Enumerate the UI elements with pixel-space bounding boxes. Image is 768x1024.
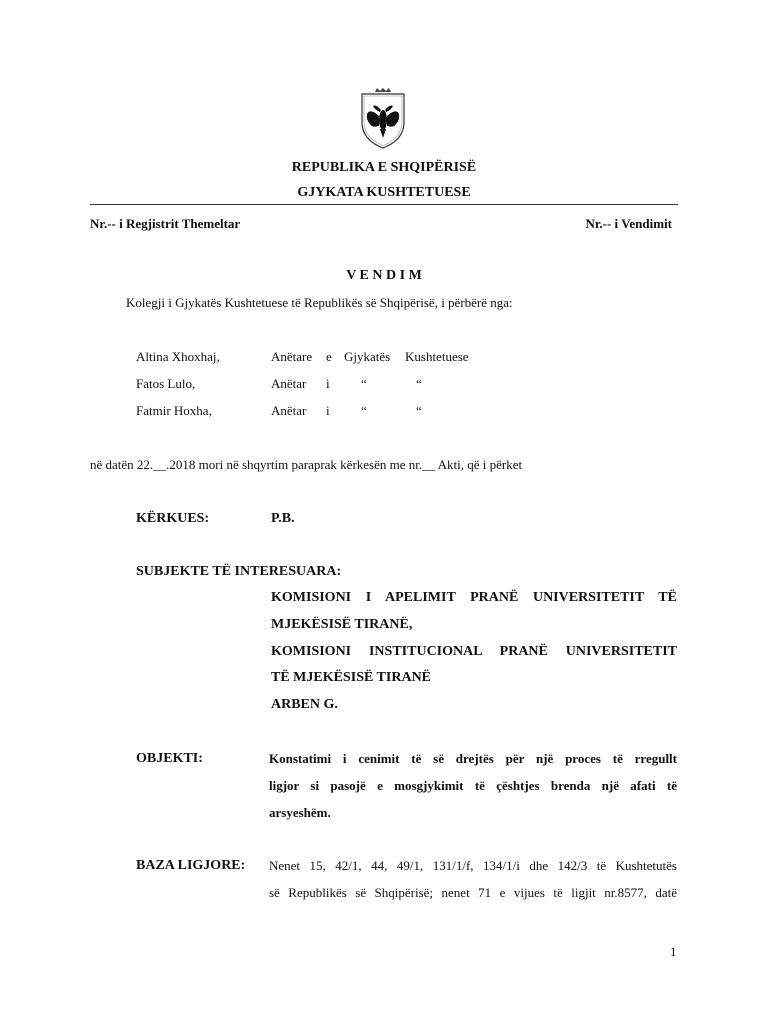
objekti-line: arsyeshëm. <box>269 805 331 820</box>
objekti-label: OBJEKTI: <box>136 751 203 766</box>
member-connector: e <box>326 349 332 364</box>
date-line: në datën 22.__.2018 mori në shqyrtim paraprak kërkesën me nr.__ Akti, që i përket <box>90 457 523 472</box>
document-title: V E N D I M <box>346 268 422 283</box>
member-name: Fatos Lulo, <box>136 376 196 391</box>
subjekte-line: KOMISIONI INSTITUCIONAL PRANË UNIVERSITETIT <box>271 644 677 659</box>
subjekte-line: KOMISIONI I APELIMIT PRANË UNIVERSITETIT TË <box>271 590 677 605</box>
subjekte-line: MJEKËSISË TIRANË, <box>271 617 413 632</box>
member-role: Anëtare <box>271 349 313 364</box>
intro-paragraph: Kolegji i Gjykatës Kushtetuese të Republikës së Shqipërisë, i përbërë nga: <box>126 295 513 310</box>
subjekte-label: SUBJEKTE TË INTERESUARA: <box>136 564 342 579</box>
ditto-mark: “ <box>416 403 422 418</box>
member-role: Anëtar <box>271 376 307 391</box>
register-number: Nr.-- i Regjistrit Themeltar <box>90 216 241 231</box>
member-connector: i <box>326 403 330 418</box>
subjekte-line: TË MJEKËSISË TIRANË <box>271 670 432 685</box>
baza-line: së Republikës së Shqipërisë; nenet 71 e vijues të ligjit nr.8577, datë <box>269 885 677 900</box>
member-institution: Gjykatës <box>344 349 391 364</box>
kerkues-label: KËRKUES: <box>136 511 210 526</box>
member-name: Altina Xhoxhaj, <box>136 349 220 364</box>
header-divider <box>90 204 678 205</box>
baza-line: Nenet 15, 42/1, 44, 49/1, 131/1/f, 134/1/i dhe 142/3 të Kushtetutës <box>269 858 677 873</box>
page-number: 1 <box>670 944 677 959</box>
member-connector: i <box>326 376 330 391</box>
ditto-mark: “ <box>361 376 367 391</box>
baza-label: BAZA LIGJORE: <box>136 858 246 873</box>
member-institution-type: Kushtetuese <box>405 349 469 364</box>
member-role: Anëtar <box>271 403 307 418</box>
ditto-mark: “ <box>361 403 367 418</box>
objekti-line: ligjor si pasojë e mosgjykimit të çështjes brenda një afati të <box>269 778 677 793</box>
albanian-coat-of-arms-icon <box>358 88 408 150</box>
member-name: Fatmir Hoxha, <box>136 403 212 418</box>
ditto-mark: “ <box>416 376 422 391</box>
court-heading: GJYKATA KUSHTETUESE <box>297 185 471 200</box>
objekti-line: Konstatimi i cenimit të së drejtës për një proces të rregullt <box>269 751 677 766</box>
decision-number: Nr.-- i Vendimit <box>585 216 672 231</box>
country-heading: REPUBLIKA E SHQIPËRISË <box>291 160 477 175</box>
kerkues-value: P.B. <box>271 511 295 526</box>
subjekte-line: ARBEN G. <box>271 697 338 712</box>
